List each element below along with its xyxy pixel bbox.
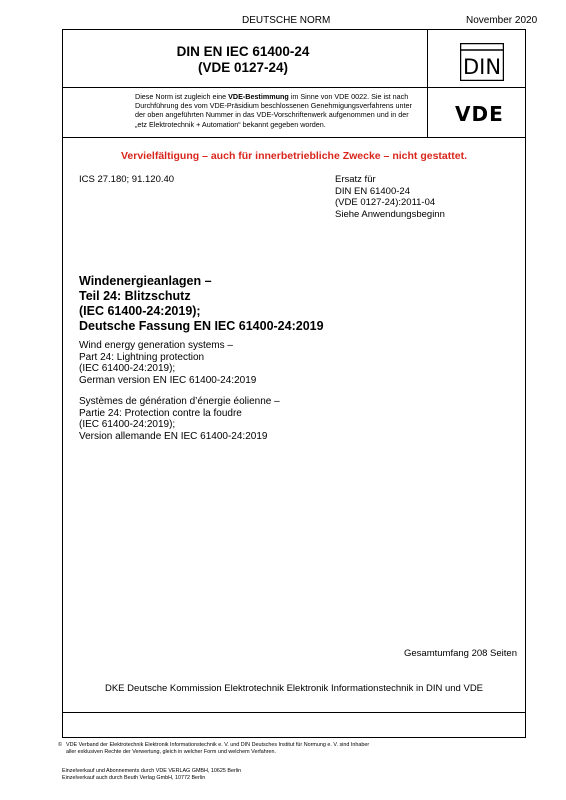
title-english [79,340,256,386]
copyright-line: aller exklusiven Rechte der Verwertung, gleich in welcher Form und welchem Verfahren. [66,748,277,755]
replaces-line: Ersatz für [335,174,376,185]
publication-date: November 2020 [466,15,538,26]
norm-type-label: DEUTSCHE NORM [242,15,331,26]
replaces-line: DIN EN 61400-24 [335,185,410,197]
notice-bold: VDE-Bestimmung [228,92,289,101]
title-line: (IEC 61400-24:2019); [79,363,176,374]
divider [427,30,428,137]
copyright-symbol: © [58,742,62,748]
cover-frame [62,29,526,738]
standard-number: DIN EN IEC 61400-24 [176,44,310,59]
vde-number: (VDE 0127-24) [197,60,289,75]
sales-info [62,768,241,782]
title-line: German version EN IEC 61400-24:2019 [79,374,257,386]
ics-codes: ICS 27.180; 91.120.40 [79,174,175,185]
title-line: Version allemande EN IEC 61400-24:2019 [79,430,268,442]
replaces-line: Siehe Anwendungsbeginn [335,208,445,220]
title-line: Partie 24: Protection contre la foudre [79,407,242,419]
vde-notice [135,92,419,129]
title-line: Systèmes de génération d’énergie éolienne – [79,396,280,407]
title-line: (IEC 61400-24:2019); [79,304,201,318]
copyright-notice [58,742,442,755]
title-line: Windenergieanlagen – [79,274,212,288]
title-line: Teil 24: Blitzschutz [79,289,191,303]
title-line: Part 24: Lightning protection [79,351,205,363]
divider [63,712,525,713]
notice-text: Diese Norm ist zugleich eine [135,92,229,101]
din-logo-text: DIN [462,55,502,79]
replaces-line: (VDE 0127-24):2011-04 [335,197,436,208]
title-german [79,274,324,334]
notice-text: im Sinne von VDE 0022. Sie ist nach Durchführung des vom VDE-Präsidium beschlossenen Genehmigungsverfahrens unter der oben angeführten Nummer in das VDE-Vorschriftenwerk aufgenommen und in der „etz Elektrotechnik + Automation“ bekannt gegeben worden. [135,92,412,129]
divider [63,137,525,138]
reproduction-warning: Vervielfältigung – auch für innerbetriebliche Zwecke – nicht gestattet. [120,150,467,162]
vde-logo: VDE [455,102,504,126]
replaces-block [335,174,445,220]
sales-line: Einzelverkauf und Abonnements durch VDE VERLAG GMBH, 10625 Berlin [62,768,242,774]
copyright-line: VDE Verband der Elektrotechnik Elektronik Informationstechnik e. V. und DIN Deutsches Institut für Normung e. V. sind Inhaber [66,742,370,748]
title-line: Wind energy generation systems – [79,340,233,351]
title-line: (IEC 61400-24:2019); [79,419,176,430]
din-logo [460,43,504,81]
total-pages: Gesamtumfang 208 Seiten [403,648,517,659]
sales-line: Einzelverkauf auch durch Beuth Verlag GmbH, 10772 Berlin [62,775,206,782]
dke-line: DKE Deutsche Kommission Elektrotechnik Elektronik Informationstechnik in DIN und VDE [104,683,484,694]
divider [63,87,525,88]
title-line: Deutsche Fassung EN IEC 61400-24:2019 [79,319,324,333]
title-french [79,396,280,442]
